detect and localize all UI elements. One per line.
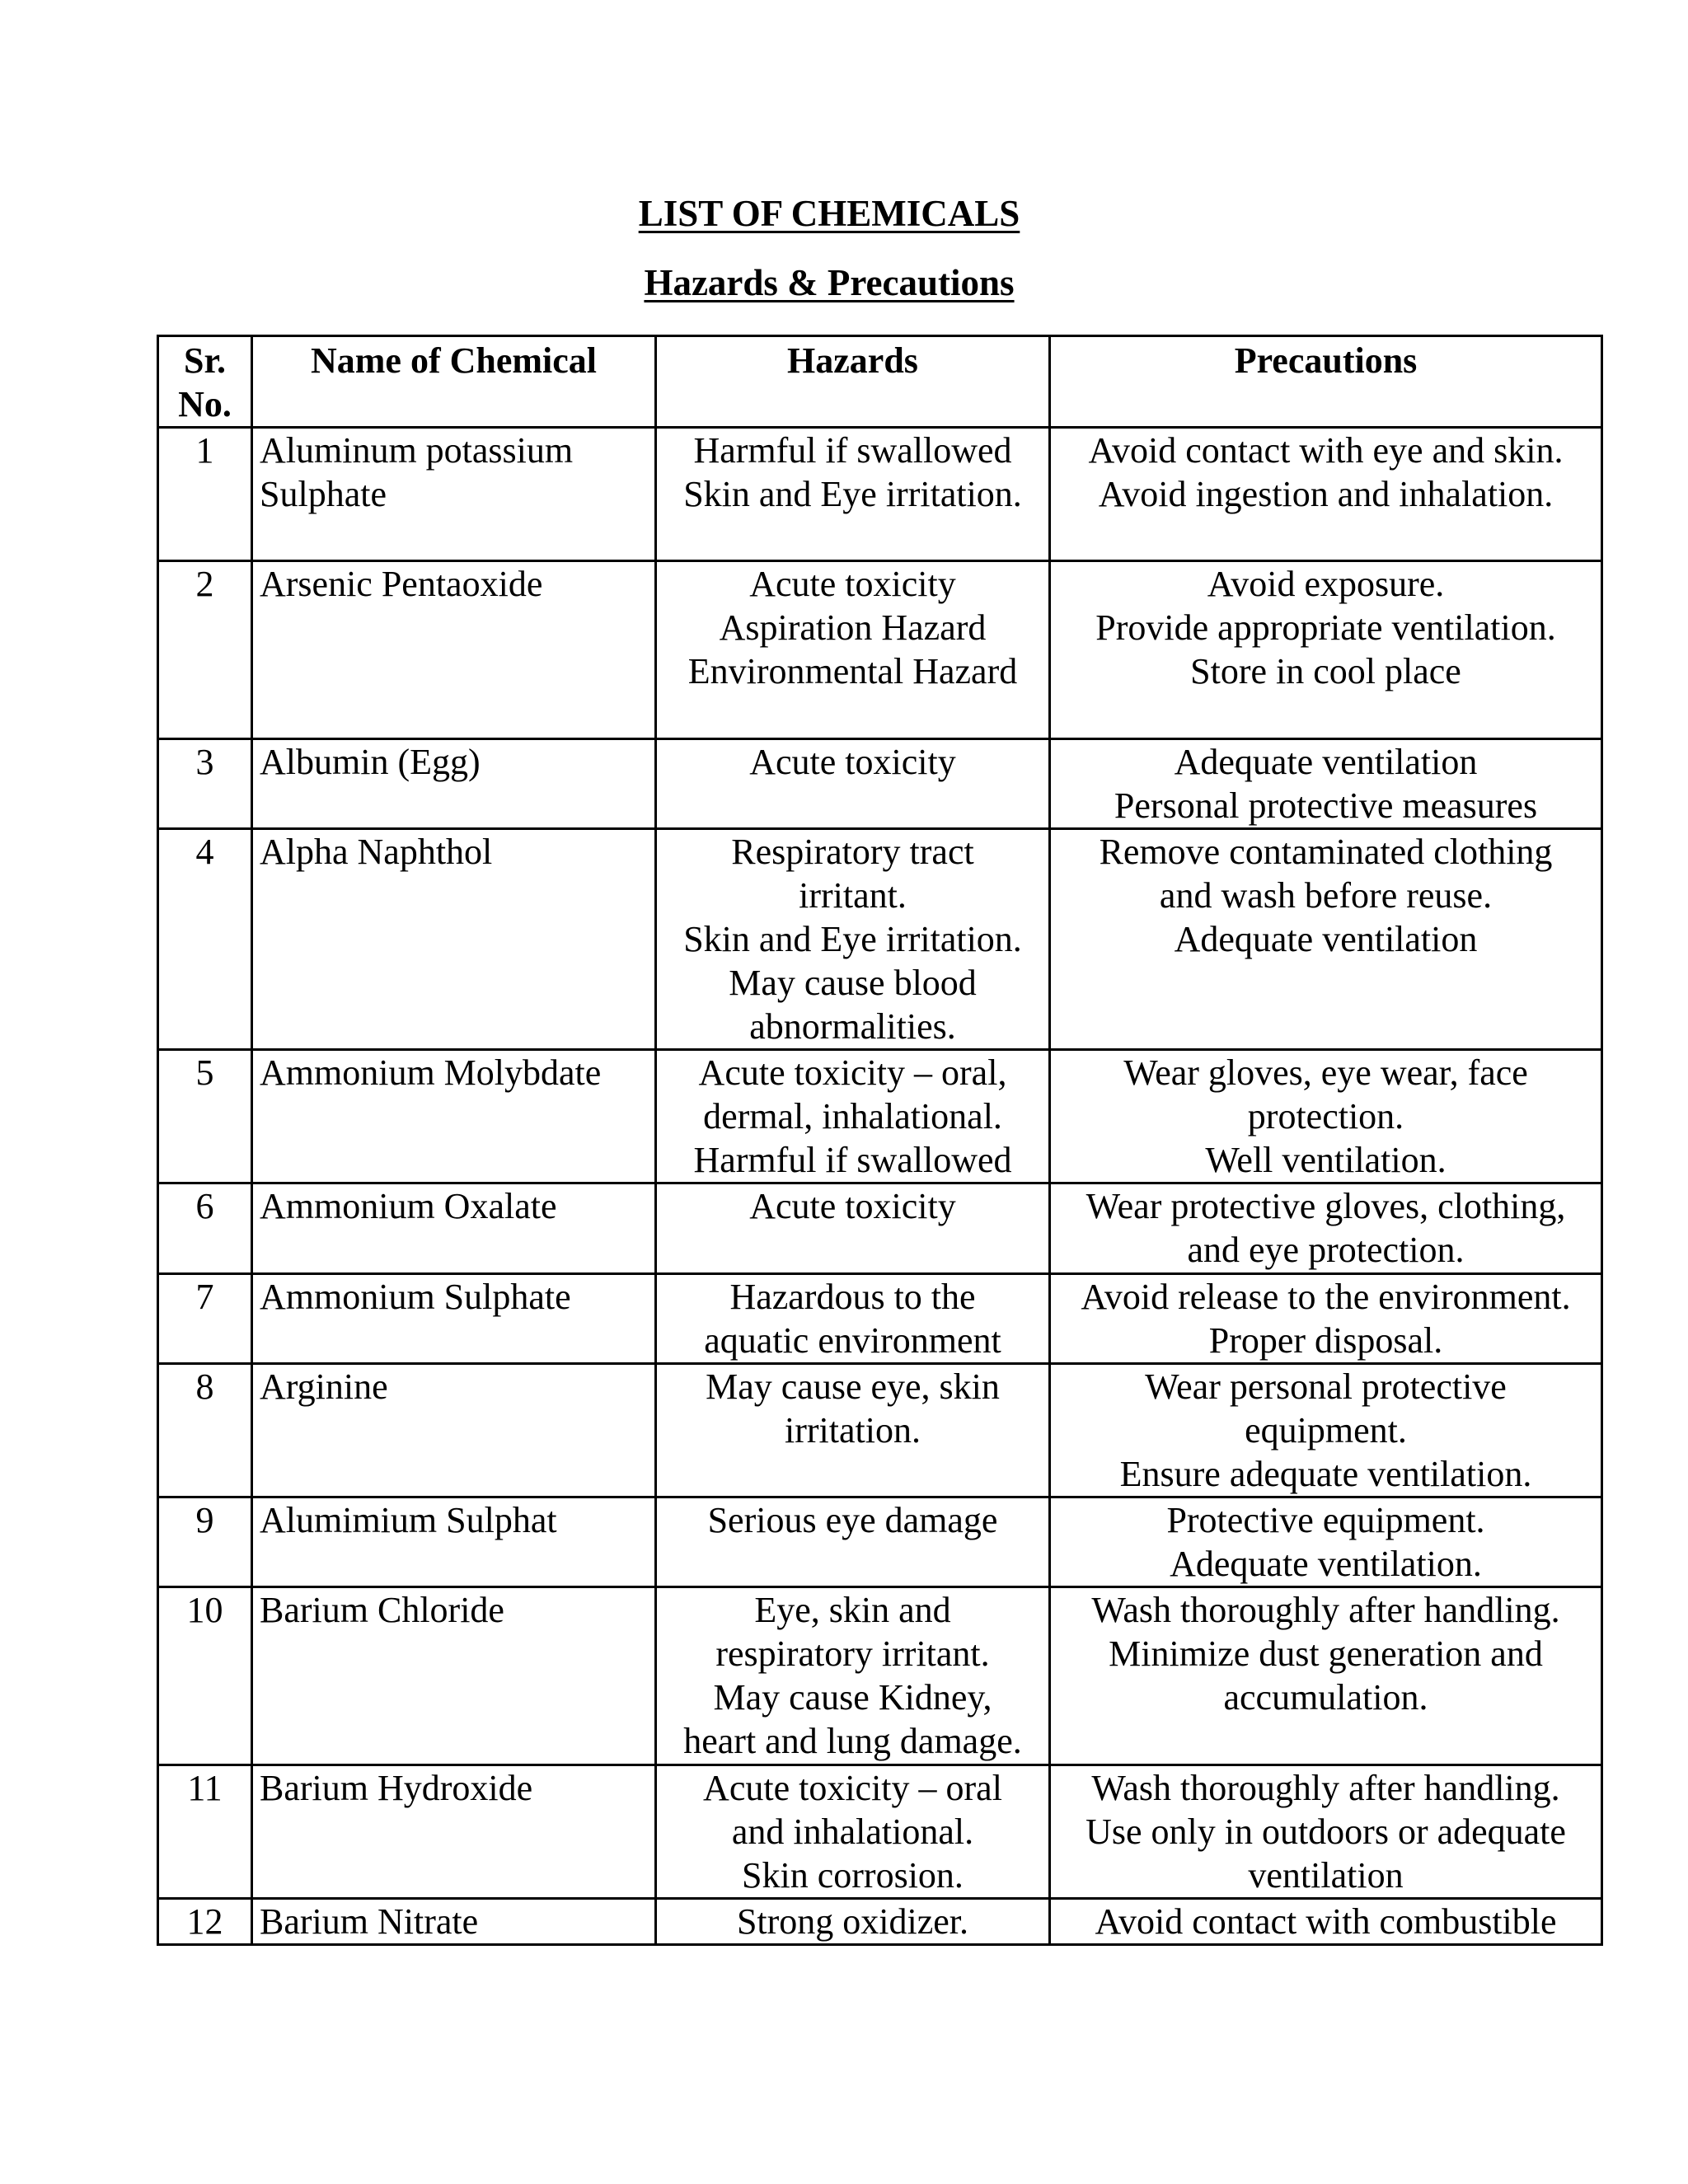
header-chemical-name: Name of Chemical	[252, 336, 656, 428]
sr-no-cell: 1	[158, 428, 252, 561]
chemical-name-cell: Arsenic Pentaoxide	[252, 561, 656, 739]
table-row	[158, 561, 1602, 739]
chemical-name-cell: Alumimium Sulphat	[252, 1497, 656, 1587]
header-precautions: Precautions	[1050, 336, 1602, 428]
table-row	[158, 1899, 1602, 1945]
precautions-cell: Wear gloves, eye wear, face protection. Well ventilation.	[1050, 1050, 1602, 1183]
hazards-cell: Strong oxidizer.	[656, 1899, 1050, 1945]
page-title: LIST OF CHEMICALS	[638, 193, 1020, 234]
table-row	[158, 1274, 1602, 1364]
sr-no-cell: 11	[158, 1765, 252, 1899]
table-row	[158, 739, 1602, 829]
table-header	[158, 336, 1602, 428]
table-row	[158, 1765, 1602, 1899]
table-header-row	[158, 336, 1602, 428]
sr-no-cell: 8	[158, 1364, 252, 1497]
chemical-name-cell: Barium Hydroxide	[252, 1765, 656, 1899]
sr-no-cell: 4	[158, 829, 252, 1050]
chemical-name-cell: Arginine	[252, 1364, 656, 1497]
sr-no-cell: 10	[158, 1587, 252, 1765]
sr-no-cell: 7	[158, 1274, 252, 1364]
sr-no-cell: 12	[158, 1899, 252, 1945]
table-row	[158, 1587, 1602, 1765]
precautions-cell: Wash thoroughly after handling. Use only in outdoors or adequate ventilation	[1050, 1765, 1602, 1899]
precautions-cell: Avoid exposure. Provide appropriate ventilation. Store in cool place	[1050, 561, 1602, 739]
table-row	[158, 1364, 1602, 1497]
chemical-name-cell: Alpha Naphthol	[252, 829, 656, 1050]
table-row	[158, 1497, 1602, 1587]
table-row	[158, 1183, 1602, 1274]
chemical-name-cell: Barium Nitrate	[252, 1899, 656, 1945]
hazards-cell: Serious eye damage	[656, 1497, 1050, 1587]
chemical-name-cell: Aluminum potassium Sulphate	[252, 428, 656, 561]
hazards-cell: Respiratory tract irritant. Skin and Eye irritation. May cause blood abnormalities.	[656, 829, 1050, 1050]
hazards-cell: Harmful if swallowed Skin and Eye irritation.	[656, 428, 1050, 561]
hazards-cell: Acute toxicity – oral, dermal, inhalational. Harmful if swallowed	[656, 1050, 1050, 1183]
table-row	[158, 428, 1602, 561]
header-hazards: Hazards	[656, 336, 1050, 428]
chemicals-table	[157, 335, 1603, 1946]
precautions-cell: Remove contaminated clothing and wash before reuse. Adequate ventilation	[1050, 829, 1602, 1050]
chemical-name-cell: Barium Chloride	[252, 1587, 656, 1765]
sr-no-cell: 3	[158, 739, 252, 829]
hazards-cell: Hazardous to the aquatic environment	[656, 1274, 1050, 1364]
sr-no-cell: 6	[158, 1183, 252, 1274]
page-subtitle: Hazards & Precautions	[644, 262, 1015, 303]
chemical-name-cell: Ammonium Sulphate	[252, 1274, 656, 1364]
hazards-cell: Eye, skin and respiratory irritant. May cause Kidney, heart and lung damage.	[656, 1587, 1050, 1765]
table-body	[158, 428, 1602, 1945]
precautions-cell: Avoid contact with eye and skin. Avoid ingestion and inhalation.	[1050, 428, 1602, 561]
precautions-cell: Wear personal protective equipment. Ensure adequate ventilation.	[1050, 1364, 1602, 1497]
hazards-cell: Acute toxicity	[656, 739, 1050, 829]
header-sr-no: Sr. No.	[158, 336, 252, 428]
hazards-cell: May cause eye, skin irritation.	[656, 1364, 1050, 1497]
chemical-name-cell: Ammonium Oxalate	[252, 1183, 656, 1274]
precautions-cell: Wash thoroughly after handling. Minimize dust generation and accumulation.	[1050, 1587, 1602, 1765]
sr-no-cell: 9	[158, 1497, 252, 1587]
table-row	[158, 829, 1602, 1050]
precautions-cell: Avoid contact with combustible	[1050, 1899, 1602, 1945]
chemical-name-cell: Albumin (Egg)	[252, 739, 656, 829]
sr-no-cell: 2	[158, 561, 252, 739]
precautions-cell: Wear protective gloves, clothing, and eye protection.	[1050, 1183, 1602, 1274]
hazards-cell: Acute toxicity Aspiration Hazard Environmental Hazard	[656, 561, 1050, 739]
table-row	[158, 1050, 1602, 1183]
sr-no-cell: 5	[158, 1050, 252, 1183]
hazards-cell: Acute toxicity	[656, 1183, 1050, 1274]
precautions-cell: Avoid release to the environment. Proper disposal.	[1050, 1274, 1602, 1364]
precautions-cell: Protective equipment. Adequate ventilation.	[1050, 1497, 1602, 1587]
precautions-cell: Adequate ventilation Personal protective measures	[1050, 739, 1602, 829]
chemical-name-cell: Ammonium Molybdate	[252, 1050, 656, 1183]
hazards-cell: Acute toxicity – oral and inhalational. Skin corrosion.	[656, 1765, 1050, 1899]
